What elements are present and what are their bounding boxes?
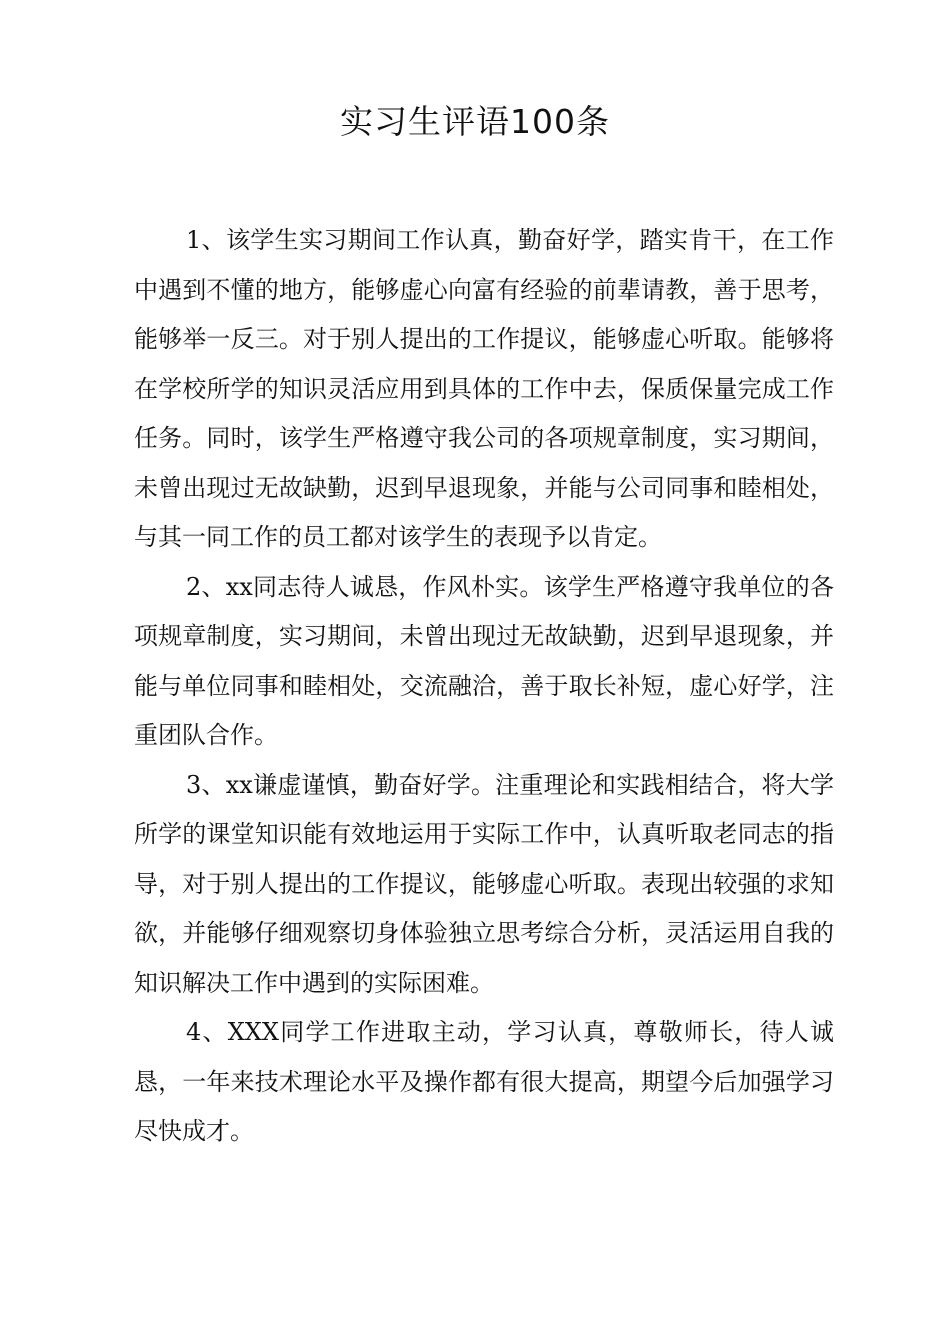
document-body xyxy=(134,216,834,1157)
document-title: 实习生评语100条 xyxy=(340,102,610,141)
comment-paragraph-2: 2、xx同志待人诚恳，作风朴实。该学生严格遵守我单位的各项规章制度，实习期间，未曾出现过无故缺勤，迟到早退现象，并能与单位同事和睦相处，交流融洽，善于取长补短，虚心好学，注重团队合作。 xyxy=(134,572,834,749)
comment-paragraph-4: 4、XXX同学工作进取主动，学习认真，尊敬师长，待人诚恳，一年来技术理论水平及操作都有很大提高，期望今后加强学习尽快成才。 xyxy=(134,1018,834,1145)
comment-paragraph-1: 1、该学生实习期间工作认真，勤奋好学，踏实肯干，在工作中遇到不懂的地方，能够虚心向富有经验的前辈请教，善于思考，能够举一反三。对于别人提出的工作提议，能够虚心听取。能够将在学校所学的知识灵活应用到具体的工作中去，保质保量完成工作任务。同时，该学生严格遵守我公司的各项规章制度，实习期间，未曾出现过无故缺勤，迟到早退现象，并能与公司同事和睦相处，与其一同工作的员工都对该学生的表现予以肯定。 xyxy=(134,226,834,551)
comment-paragraph-3: 3、xx谦虚谨慎，勤奋好学。注重理论和实践相结合，将大学所学的课堂知识能有效地运用于实际工作中，认真听取老同志的指导，对于别人提出的工作提议，能够虚心听取。表现出较强的求知欲，并能够仔细观察切身体验独立思考综合分析，灵活运用自我的知识解决工作中遇到的实际困难。 xyxy=(134,770,834,997)
